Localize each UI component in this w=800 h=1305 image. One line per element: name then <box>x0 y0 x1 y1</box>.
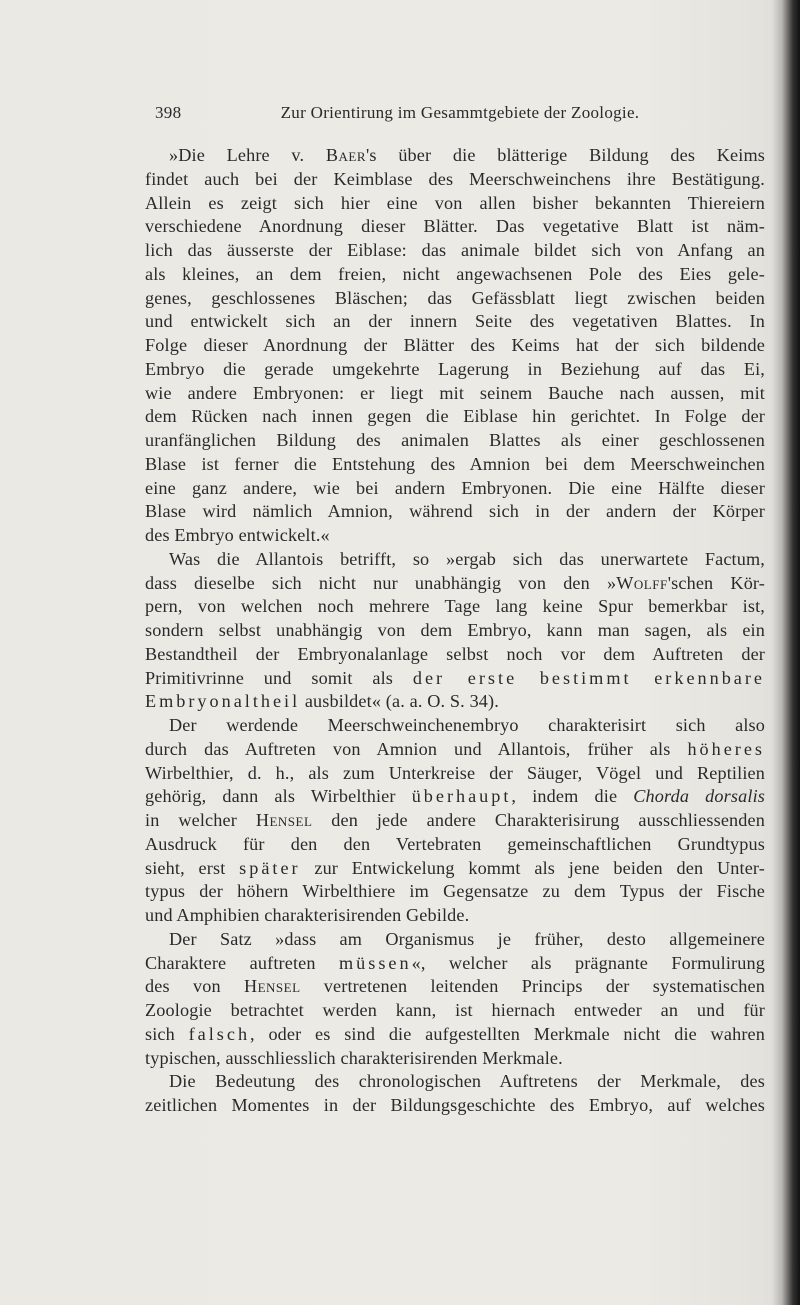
text-line <box>145 500 765 524</box>
text-line <box>145 975 765 999</box>
text-segment: des von <box>145 976 244 997</box>
text-segment: gehörig, dann als Wirbelthier <box>145 786 412 807</box>
text-segment: Hensel <box>255 810 313 830</box>
text-line <box>145 1047 765 1071</box>
text-segment: vertretenen leitenden Princips der systematischen <box>300 976 765 997</box>
page-number: 398 <box>155 103 182 122</box>
text-segment: dass dieselbe sich nicht nur unabhängig von den » <box>145 572 617 593</box>
text-segment: zur Entwickelung kommt als jene beiden den Unter- <box>300 857 765 878</box>
text-line <box>145 144 765 168</box>
text-line <box>145 643 765 667</box>
page-edge-shadow <box>772 0 800 1305</box>
text-segment: Blase ist ferner die Entstehung des Amnion bei dem Meerschweinchen <box>145 453 765 474</box>
text-line <box>145 1094 765 1118</box>
text-line <box>145 192 765 216</box>
text-segment: Zoologie betrachtet werden kann, ist hiernach entweder an und für <box>145 1000 765 1020</box>
text-line <box>145 904 765 928</box>
text-segment: typus der höhern Wirbelthiere im Gegensatze zu dem Typus der Fische <box>145 881 765 902</box>
text-segment: Wirbelthier, d. h., als zum Unterkreise der Säuger, Vögel und Reptilien <box>145 762 765 783</box>
text-line <box>145 263 765 287</box>
text-segment: eine ganz andere, wie bei andern Embryonen. Die eine Hälfte dieser <box>145 477 765 498</box>
text-segment: Die Bedeutung des chronologischen Auftretens der Merkmale, des <box>169 1071 765 1092</box>
text-line <box>145 382 765 406</box>
text-segment: und Amphibien charakterisirenden Gebilde. <box>145 905 470 925</box>
text-segment: Folge dieser Anordnung der Blätter des Keims hat der sich bildende <box>145 335 765 355</box>
text-segment: Baer <box>325 145 366 165</box>
text-segment: verschiedene Anordnung dieser Blätter. Das vegetative Blatt ist näm- <box>145 216 765 237</box>
text-segment: Blase wird nämlich Amnion, während sich in der andern der Körper <box>145 501 765 522</box>
text-segment: müssen <box>339 952 412 973</box>
text-line <box>145 714 765 738</box>
text-line <box>145 952 765 976</box>
text-segment: ausbildet« (a. a. O. S. 34). <box>300 691 499 712</box>
text-line <box>145 857 765 881</box>
text-segment: in welcher <box>145 810 256 830</box>
text-segment: später <box>239 857 301 878</box>
text-segment: typischen, ausschliesslich charakterisirenden Merkmale. <box>145 1047 563 1068</box>
text-segment: überhaupt <box>411 786 512 807</box>
text-segment: lich das äusserste der Eiblase: das animale bildet sich von Anfang an <box>145 240 765 260</box>
text-line <box>145 880 765 904</box>
text-segment: Ausdruck für den den Vertebraten gemeinschaftlichen Grundtypus <box>145 833 765 854</box>
text-segment: 's über die blätterige Bildung des Keims <box>366 145 765 165</box>
text-segment: 'schen Kör- <box>667 572 765 593</box>
text-line <box>145 1070 765 1094</box>
text-line <box>145 215 765 239</box>
text-segment: Embryo die gerade umgekehrte Lagerung in Beziehung auf das Ei, <box>145 358 765 379</box>
text-line <box>145 405 765 429</box>
text-line <box>145 310 765 334</box>
text-segment: , indem die <box>511 786 634 807</box>
text-segment: Wolff <box>616 572 668 593</box>
text-line <box>145 572 765 596</box>
text-line <box>145 928 765 952</box>
text-line <box>145 809 765 833</box>
running-head: Zur Orientirung im Gesammtgebiete der Zoologie. <box>280 103 640 122</box>
text-line <box>145 762 765 786</box>
text-line <box>145 334 765 358</box>
text-segment: Der Satz »dass am Organismus je früher, desto allgemeinere <box>169 928 765 949</box>
text-segment: «, welcher als prägnante Formulirung <box>411 952 765 973</box>
text-line <box>145 287 765 311</box>
text-line <box>145 524 765 548</box>
text-segment: genes, geschlossenes Bläschen; das Gefässblatt liegt zwischen beiden <box>145 287 765 308</box>
text-line <box>145 358 765 382</box>
text-segment: sich <box>145 1023 189 1044</box>
text-line <box>145 548 765 572</box>
text-line <box>145 667 765 691</box>
text-segment: und entwickelt sich an der innern Seite des vegetativen Blattes. In <box>145 311 765 332</box>
text-segment: Embryonaltheil <box>145 691 301 712</box>
text-segment: Was die Allantois betrifft, so »ergab sich das unerwartete Factum, <box>169 548 765 569</box>
text-line <box>145 1023 765 1047</box>
text-segment: höheres <box>687 738 765 759</box>
text-segment: wie andere Embryonen: er liegt mit seinem Bauche nach aussen, mit <box>145 382 765 403</box>
page-header <box>155 103 765 133</box>
text-segment: des Embryo entwickelt.« <box>145 525 330 545</box>
text-segment: Der werdende Meerschweinchenembryo charakterisirt sich also <box>169 715 765 735</box>
text-segment: findet auch bei der Keimblase des Meerschweinchens ihre Bestätigung. <box>145 168 765 189</box>
text-segment: den jede andere Charakterisirung ausschliessenden <box>312 810 765 830</box>
text-segment: Chorda dorsalis <box>633 786 765 807</box>
text-segment: sondern selbst unabhängig von dem Embryo, kann man sagen, als ein <box>145 620 765 640</box>
text-segment: falsch <box>188 1023 251 1044</box>
text-segment: dem Rücken nach innen gegen die Eiblase hin gerichtet. In Folge der <box>145 406 765 427</box>
text-segment: Hensel <box>243 976 301 997</box>
text-line <box>145 477 765 501</box>
body-text <box>145 144 765 1118</box>
text-segment: durch das Auftreten von Amnion und Allantois, früher als <box>145 738 688 759</box>
text-segment: Charaktere auftreten <box>145 952 340 973</box>
text-line <box>145 690 765 714</box>
text-line <box>145 785 765 809</box>
text-segment: Allein es zeigt sich hier eine von allen bisher bekannten Thiereiern <box>145 192 765 213</box>
text-line <box>145 239 765 263</box>
text-segment: sieht, erst <box>145 857 240 878</box>
text-line <box>145 738 765 762</box>
text-segment: der erste bestimmt erkennbare <box>412 667 766 688</box>
text-line <box>145 453 765 477</box>
text-segment: , oder es sind die aufgestellten Merkmale nicht die wahren <box>250 1023 765 1044</box>
text-segment: »Die Lehre v. <box>169 145 326 165</box>
text-segment: als kleines, an dem freien, nicht angewachsenen Pole des Eies gele- <box>145 263 765 284</box>
text-segment: uranfänglichen Bildung des animalen Blattes als einer geschlossenen <box>145 430 765 450</box>
text-segment: Primitivrinne und somit als <box>145 667 413 688</box>
text-line <box>145 999 765 1023</box>
text-segment: zeitlichen Momentes in der Bildungsgeschichte des Embryo, auf welches <box>145 1095 765 1115</box>
text-line <box>145 619 765 643</box>
text-segment: Bestandtheil der Embryonalanlage selbst noch vor dem Auftreten der <box>145 643 765 664</box>
text-line <box>145 595 765 619</box>
text-line <box>145 168 765 192</box>
text-segment: pern, von welchen noch mehrere Tage lang keine Spur bemerkbar ist, <box>145 596 765 617</box>
text-line <box>145 833 765 857</box>
text-line <box>145 429 765 453</box>
